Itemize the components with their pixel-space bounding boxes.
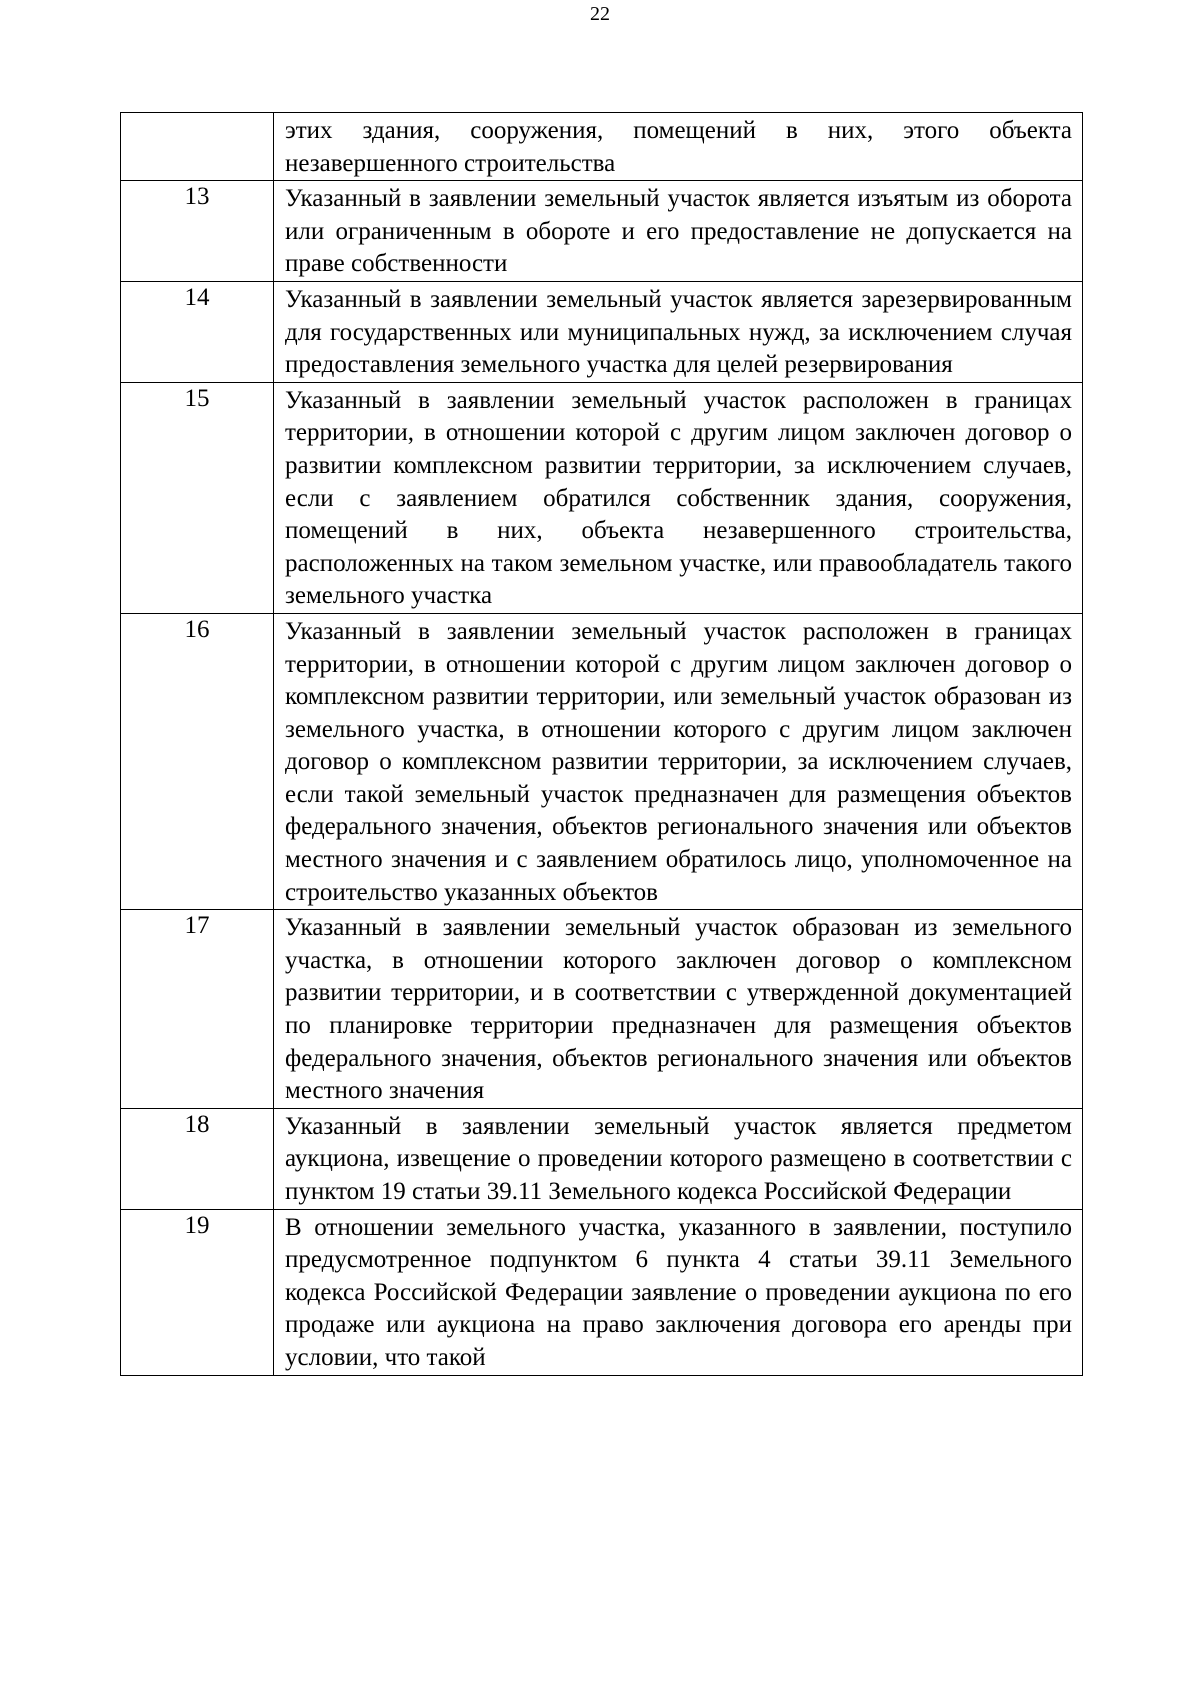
row-text: Указанный в заявлении земельный участок расположен в границах территории, в отношении которой с другим лицом заключен договор о развитии комплексном развитии территории, за исключением случаев, если с заявлением обратился собственник здания, сооружения, помещений в них, объекта незавершенного строительства, расположенных на таком земельном участке, или правообладатель такого земельного участка	[274, 382, 1083, 613]
row-number: 13	[121, 181, 274, 282]
row-number: 19	[121, 1209, 274, 1375]
row-text: Указанный в заявлении земельный участок является зарезервированным для государственных или муниципальных нужд, за исключением случая предоставления земельного участка для целей резервирования	[274, 281, 1083, 382]
table-row	[121, 910, 1083, 1109]
table-row	[121, 181, 1083, 282]
row-number: 16	[121, 613, 274, 909]
table-row	[121, 113, 1083, 181]
table-row	[121, 382, 1083, 613]
row-number: 15	[121, 382, 274, 613]
row-number	[121, 113, 274, 181]
table-row	[121, 1209, 1083, 1375]
row-text: Указанный в заявлении земельный участок является предметом аукциона, извещение о проведении которого размещено в соответствии с пунктом 19 статьи 39.11 Земельного кодекса Российской Федерации	[274, 1108, 1083, 1209]
row-text: этих здания, сооружения, помещений в них, этого объекта незавершенного строительства	[274, 113, 1083, 181]
page-number: 22	[590, 3, 610, 25]
row-text: Указанный в заявлении земельный участок образован из земельного участка, в отношении которого заключен договор о комплексном развитии территории, и в соответствии с утвержденной документацией по планировке территории предназначен для размещения объектов федерального значения, объектов регионального значения или объектов местного значения	[274, 910, 1083, 1109]
row-number: 18	[121, 1108, 274, 1209]
row-text: Указанный в заявлении земельный участок является изъятым из оборота или ограниченным в обороте и его предоставление не допускается на праве собственности	[274, 181, 1083, 282]
row-number: 14	[121, 281, 274, 382]
table-row	[121, 281, 1083, 382]
table-row	[121, 1108, 1083, 1209]
row-text: Указанный в заявлении земельный участок расположен в границах территории, в отношении которой с другим лицом заключен договор о комплексном развитии территории, или земельный участок образован из земельного участка, в отношении которого с другим лицом заключен договор о комплексном развитии территории, за исключением случаев, если такой земельный участок предназначен для размещения объектов федерального значения, объектов регионального значения или объектов местного значения и с заявлением обратилось лицо, уполномоченное на строительство указанных объектов	[274, 613, 1083, 909]
table-row	[121, 613, 1083, 909]
row-text: В отношении земельного участка, указанного в заявлении, поступило предусмотренное подпунктом 6 пункта 4 статьи 39.11 Земельного кодекса Российской Федерации заявление о проведении аукциона по его продаже или аукциона на право заключения договора его аренды при условии, что такой	[274, 1209, 1083, 1375]
grounds-table	[120, 112, 1083, 1376]
row-number: 17	[121, 910, 274, 1109]
